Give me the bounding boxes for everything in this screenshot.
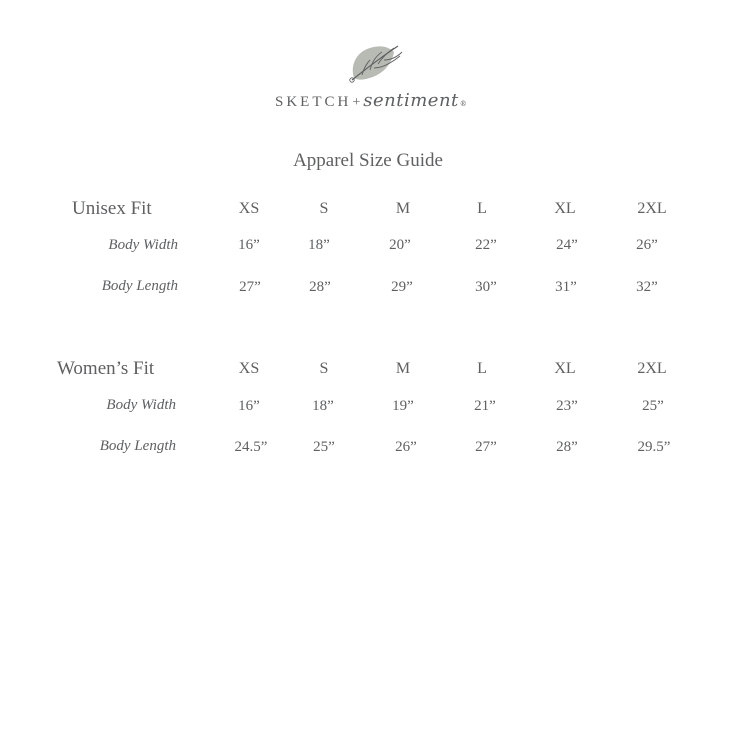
table-cell: 26” — [395, 439, 417, 455]
row-label-body-width: Body Width — [106, 397, 176, 413]
page-title: Apparel Size Guide — [293, 150, 443, 171]
womens-fit-label: Women’s Fit — [57, 358, 155, 379]
table-cell: 23” — [556, 398, 578, 414]
row-label-body-length: Body Length — [101, 278, 178, 294]
table-cell: 19” — [392, 398, 414, 414]
table-cell: 28” — [309, 279, 331, 295]
unisex-fit-label: Unisex Fit — [72, 198, 152, 219]
brand-sentiment: sentiment — [363, 90, 459, 111]
table-cell: 22” — [475, 237, 497, 253]
size-header: XS — [238, 360, 260, 377]
size-header: L — [477, 200, 487, 217]
table-cell: 30” — [475, 279, 497, 295]
table-cell: 29” — [391, 279, 413, 295]
table-cell: 25” — [313, 439, 335, 455]
table-cell: 31” — [555, 279, 577, 295]
brand-wordmark — [275, 90, 467, 111]
size-header: 2XL — [637, 200, 667, 217]
size-header: M — [395, 200, 411, 217]
row-label-body-width: Body Width — [108, 237, 178, 253]
table-cell: 27” — [239, 279, 261, 295]
table-cell: 16” — [238, 398, 260, 414]
table-cell: 26” — [636, 237, 658, 253]
brand-sketch: SKETCH — [275, 94, 352, 110]
table-cell: 18” — [308, 237, 330, 253]
row-label-body-length: Body Length — [99, 438, 176, 454]
size-header: 2XL — [637, 360, 667, 377]
brand-plus: + — [352, 95, 361, 110]
brand-logo — [270, 40, 490, 120]
table-cell: 24.5” — [234, 439, 268, 455]
leaf-icon — [348, 42, 406, 84]
table-cell: 29.5” — [637, 439, 671, 455]
table-cell: 18” — [312, 398, 334, 414]
size-header: S — [319, 200, 329, 217]
table-cell: 32” — [636, 279, 658, 295]
table-cell: 28” — [556, 439, 578, 455]
size-header: XS — [238, 200, 260, 217]
table-cell: 27” — [475, 439, 497, 455]
table-cell: 20” — [389, 237, 411, 253]
registered-mark: ® — [459, 100, 467, 108]
table-cell: 25” — [642, 398, 664, 414]
size-header: M — [395, 360, 411, 377]
size-header: L — [477, 360, 487, 377]
size-header: S — [319, 360, 329, 377]
table-cell: 16” — [238, 237, 260, 253]
table-cell: 21” — [474, 398, 496, 414]
table-cell: 24” — [556, 237, 578, 253]
size-header: XL — [554, 200, 576, 217]
size-header: XL — [554, 360, 576, 377]
